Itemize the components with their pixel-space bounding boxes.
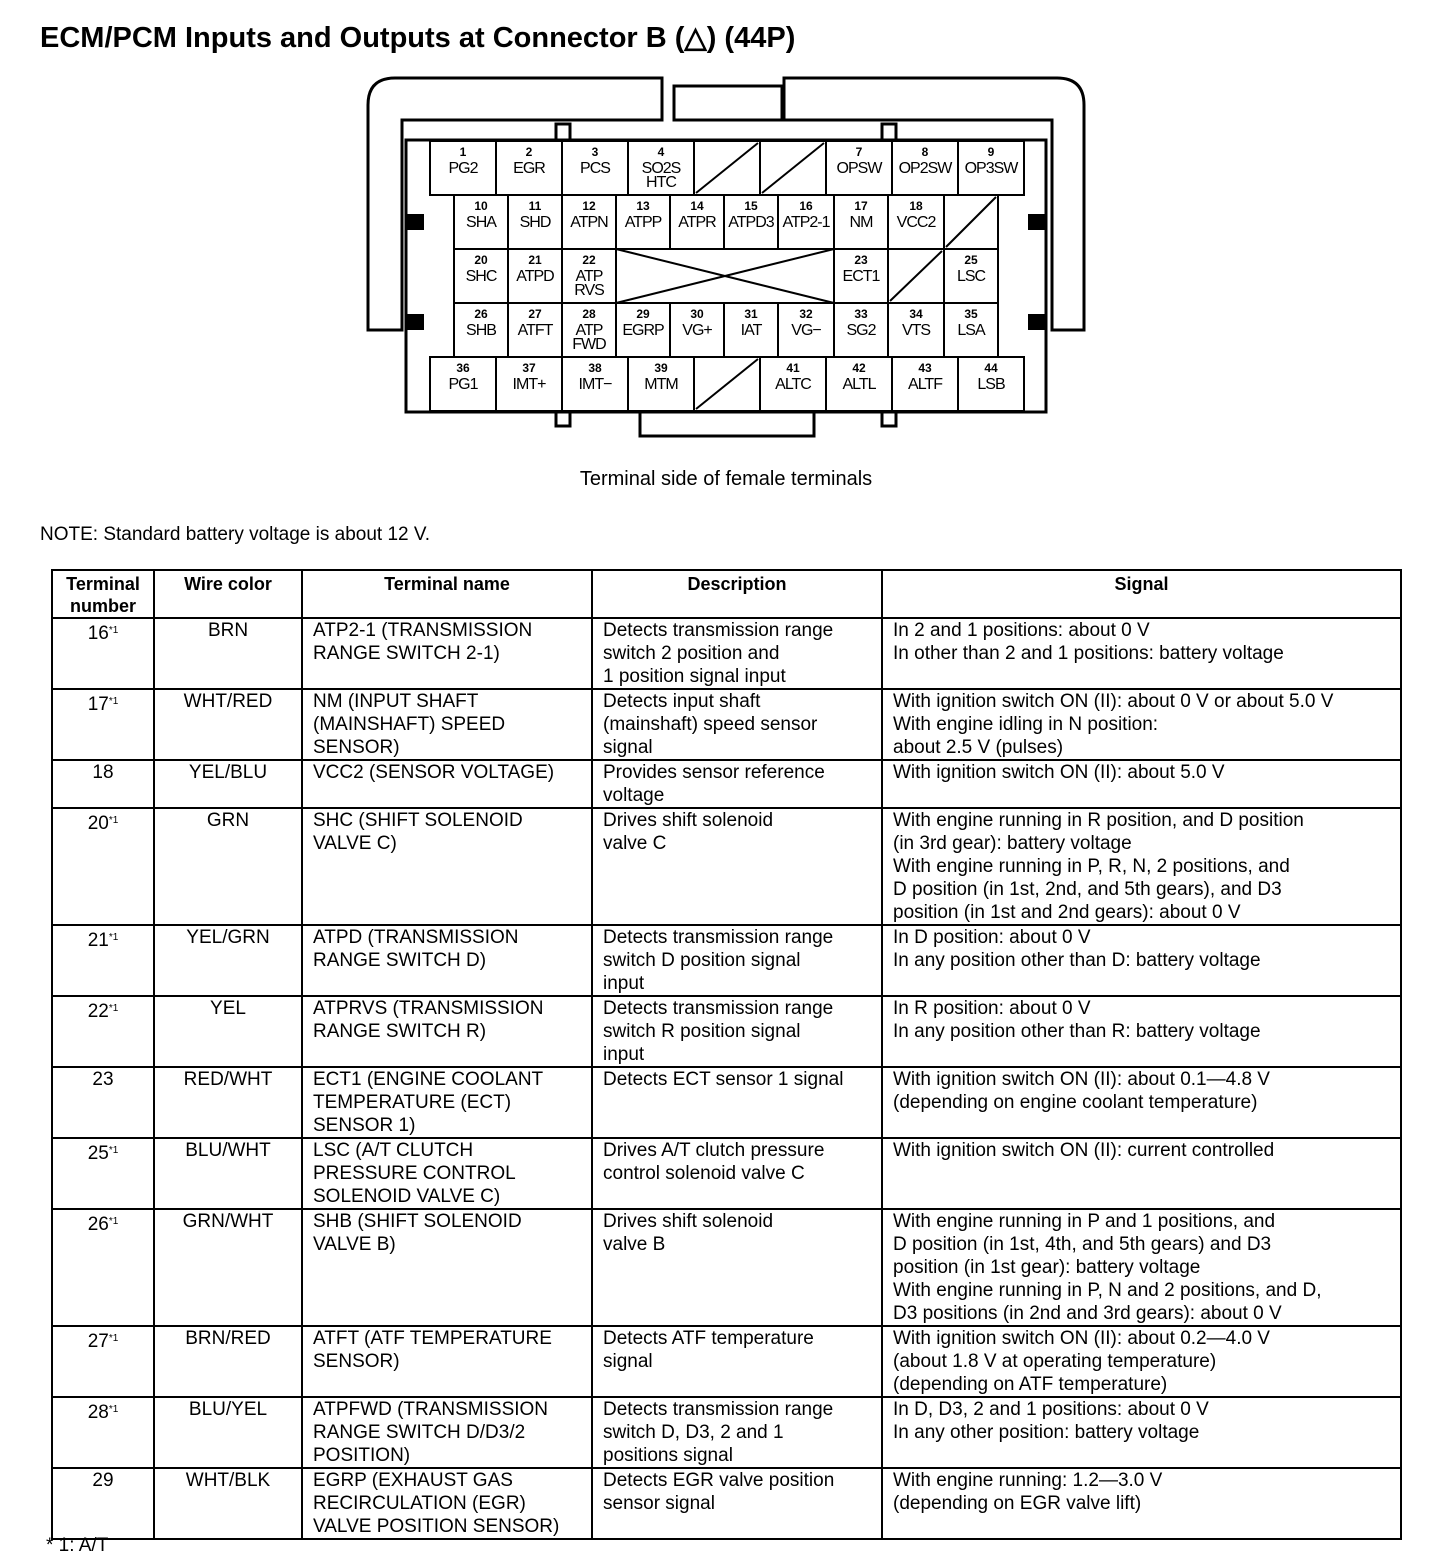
terminal-label-34: VTS [901,322,931,339]
terminal-name-cell: EGRP (EXHAUST GAS RECIRCULATION (EGR) VALVE POSITION SENSOR) [302,1468,592,1539]
terminal-number-28: 28 [582,307,596,321]
description-cell: Detects transmission range switch R position signal input [592,996,882,1067]
description-cell: Detects transmission range switch D, D3, 2 and 1 positions signal [592,1397,882,1468]
signal-cell: In D position: about 0 V In any position other than D: battery voltage [882,925,1401,996]
terminal-label-22: RVS [574,282,604,299]
terminal-label-8: OP2SW [898,160,952,177]
signal-cell: In 2 and 1 positions: about 0 V In other than 2 and 1 positions: battery voltage [882,618,1401,689]
terminal-label-33: SG2 [846,322,876,339]
terminal-number-22: 22 [582,253,596,267]
terminal-number-12: 12 [582,199,596,213]
footnote-mark: *1 [108,932,119,943]
terminal-label-3: PCS [580,160,610,177]
terminal-number-27: 27 [528,307,542,321]
wire-color-cell: WHT/RED [154,689,302,760]
blank-cell-slash [696,359,758,409]
terminal-label-26: SHB [466,322,496,339]
footnote-mark: *1 [108,815,119,826]
terminal-label-7: OPSW [836,160,882,177]
wire-color-cell: GRN [154,808,302,925]
signal-cell: With engine running: 1.2—3.0 V (depending on EGR valve lift) [882,1468,1401,1539]
wire-color-cell: BLU/YEL [154,1397,302,1468]
table-header-row [52,570,1401,618]
blank-cell-slash [890,251,942,301]
terminal-name-cell: ATPRVS (TRANSMISSION RANGE SWITCH R) [302,996,592,1067]
signal-cell: With ignition switch ON (II): current controlled [882,1138,1401,1209]
signal-cell: In R position: about 0 V In any position other than R: battery voltage [882,996,1401,1067]
terminal-label-31: IAT [740,322,762,339]
table-row [52,1067,1401,1138]
description-cell: Detects ATF temperature signal [592,1326,882,1397]
terminal-number-33: 33 [854,307,868,321]
description-cell: Detects EGR valve position sensor signal [592,1468,882,1539]
diagram-caption: Terminal side of female terminals [579,468,873,490]
connector-latches [406,214,1046,330]
terminal-label-10: SHA [466,214,496,231]
terminal-label-4: HTC [646,174,676,191]
wire-color-cell: YEL/BLU [154,760,302,808]
signal-cell: With ignition switch ON (II): about 0.1—4.8 V (depending on engine coolant temperature) [882,1067,1401,1138]
header-wire-color: Wire color [154,570,302,618]
terminal-label-2: EGR [513,160,545,177]
footnote-mark: *1 [108,625,119,636]
terminal-number-cell: 20$^{*1}$ [52,808,154,925]
terminal-name-cell: SHB (SHIFT SOLENOID VALVE B) [302,1209,592,1326]
terminal-number-42: 42 [852,361,866,375]
terminal-label-42: ALTL [842,376,876,393]
io-table [51,569,1402,1540]
description-cell: Drives shift solenoid valve C [592,808,882,925]
terminal-number-32: 32 [799,307,813,321]
description-cell: Drives A/T clutch pressure control solenoid valve C [592,1138,882,1209]
terminal-label-27: ATFT [517,322,553,339]
blank-cell-slash [762,143,824,193]
footnote-mark: *1 [108,696,119,707]
table-row [52,1209,1401,1326]
description-cell: Detects transmission range switch D position signal input [592,925,882,996]
connector-diagram [0,0,1440,450]
terminal-label-20: SHC [465,268,497,285]
note-text: NOTE: Standard battery voltage is about 12 V. [40,524,431,545]
terminal-number-16: 16 [799,199,813,213]
terminal-name-cell: SHC (SHIFT SOLENOID VALVE C) [302,808,592,925]
wire-color-cell: BLU/WHT [154,1138,302,1209]
terminal-number-cell: 16$^{*1}$ [52,618,154,689]
header-terminal-name: Terminal name [302,570,592,618]
blank-cell-slash [696,143,758,193]
terminal-number-37: 37 [522,361,536,375]
terminal-label-22: ATP [575,268,603,285]
terminal-label-18: VCC2 [896,214,936,231]
description-cell: Detects ECT sensor 1 signal [592,1067,882,1138]
terminal-label-9: OP3SW [964,160,1018,177]
terminal-number-cell: 26$^{*1}$ [52,1209,154,1326]
terminal-number-44: 44 [984,361,998,375]
terminal-label-14: ATPR [678,214,716,231]
terminal-label-32: VG− [791,322,821,339]
terminal-name-cell: ECT1 (ENGINE COOLANT TEMPERATURE (ECT) SENSOR 1) [302,1067,592,1138]
terminal-number-20: 20 [474,253,488,267]
terminal-number-cell: 17$^{*1}$ [52,689,154,760]
terminal-label-4: SO2S [641,160,681,177]
terminal-number-cell: 18 [52,760,154,808]
terminal-number-35: 35 [964,307,978,321]
terminal-name-cell: ATPD (TRANSMISSION RANGE SWITCH D) [302,925,592,996]
terminal-number-cell: 25$^{*1}$ [52,1138,154,1209]
terminal-number-13: 13 [636,199,650,213]
signal-cell: With engine running in P and 1 positions, and D position (in 1st, 4th, and 5th gears) and D3 position (in 1st gear): battery voltage With engine running in P, N and 2 positions, and D, D3 positions (in 2nd and 3rd gears): about 0 V [882,1209,1401,1326]
terminal-label-39: MTM [644,376,678,393]
signal-cell: In D, D3, 2 and 1 positions: about 0 V In any other position: battery voltage [882,1397,1401,1468]
footnote-mark: *1 [108,1404,119,1415]
terminal-number-2: 2 [525,145,533,159]
blank-cell-slash [946,197,996,247]
description-cell: Detects transmission range switch 2 position and 1 position signal input [592,618,882,689]
terminal-number-18: 18 [909,199,923,213]
terminal-number-31: 31 [744,307,758,321]
wire-color-cell: RED/WHT [154,1067,302,1138]
terminal-label-16: ATP2-1 [782,214,830,231]
terminal-label-28: FWD [572,336,606,353]
terminal-number-10: 10 [474,199,488,213]
terminal-name-cell: NM (INPUT SHAFT (MAINSHAFT) SPEED SENSOR) [302,689,592,760]
terminal-number-38: 38 [588,361,602,375]
terminal-number-15: 15 [744,199,758,213]
terminal-label-43: ALTF [908,376,942,393]
terminal-number-34: 34 [909,307,923,321]
signal-cell: With ignition switch ON (II): about 0 V or about 5.0 V With engine idling in N position: about 2.5 V (pulses) [882,689,1401,760]
terminal-number-9: 9 [987,145,995,159]
terminal-number-cell: 21$^{*1}$ [52,925,154,996]
footnote-mark: *1 [108,1333,119,1344]
description-cell: Detects input shaft (mainshaft) speed sensor signal [592,689,882,760]
header-signal: Signal [882,570,1401,618]
terminal-label-28: ATP [575,322,603,339]
terminal-number-30: 30 [690,307,704,321]
signal-cell: With ignition switch ON (II): about 5.0 V [882,760,1401,808]
terminal-name-cell: ATPFWD (TRANSMISSION RANGE SWITCH D/D3/2 POSITION) [302,1397,592,1468]
header-description: Description [592,570,882,618]
table-row [52,1138,1401,1209]
table-row [52,689,1401,760]
terminal-name-cell: ATFT (ATF TEMPERATURE SENSOR) [302,1326,592,1397]
terminal-number-cell: 23 [52,1067,154,1138]
terminal-label-38: IMT− [578,376,612,393]
terminal-number-41: 41 [786,361,800,375]
terminal-label-21: ATPD [516,268,554,285]
terminal-number-29: 29 [636,307,650,321]
wire-color-cell: YEL [154,996,302,1067]
terminal-number-cell: 28$^{*1}$ [52,1397,154,1468]
wire-color-cell: WHT/BLK [154,1468,302,1539]
page-title: ECM/PCM Inputs and Outputs at Connector B (△) (44P) [40,22,796,54]
wire-color-cell: YEL/GRN [154,925,302,996]
terminal-label-29: EGRP [622,322,664,339]
terminal-label-17: NM [849,214,873,231]
footnote-mark: *1 [108,1145,119,1156]
table-row [52,618,1401,689]
footnote: * 1: A/T [46,1535,109,1556]
terminal-name-cell: VCC2 (SENSOR VOLTAGE) [302,760,592,808]
signal-cell: With ignition switch ON (II): about 0.2—4.0 V (about 1.8 V at operating temperature) (depending on ATF temperature) [882,1326,1401,1397]
terminal-number-7: 7 [855,145,863,159]
terminal-number-cell: 29 [52,1468,154,1539]
terminal-number-cell: 27$^{*1}$ [52,1326,154,1397]
terminal-label-36: PG1 [448,376,478,393]
wire-color-cell: GRN/WHT [154,1209,302,1326]
terminal-number-36: 36 [456,361,470,375]
terminal-number-39: 39 [654,361,668,375]
table-row [52,1468,1401,1539]
terminal-number-25: 25 [964,253,978,267]
terminal-number-14: 14 [690,199,704,213]
terminal-label-1: PG2 [448,160,478,177]
terminal-number-26: 26 [474,307,488,321]
terminal-name-cell: LSC (A/T CLUTCH PRESSURE CONTROL SOLENOID VALVE C) [302,1138,592,1209]
terminal-label-11: SHD [519,214,551,231]
terminal-number-4: 4 [657,145,665,159]
terminal-label-44: LSB [977,376,1005,393]
wire-color-cell: BRN [154,618,302,689]
table-row [52,808,1401,925]
terminal-number-3: 3 [591,145,599,159]
table-row [52,1397,1401,1468]
footnote-mark: *1 [108,1003,119,1014]
terminal-label-37: IMT+ [512,376,546,393]
terminal-label-13: ATPP [624,214,662,231]
terminal-number-21: 21 [528,253,542,267]
terminal-label-23: ECT1 [842,268,880,285]
description-cell: Drives shift solenoid valve B [592,1209,882,1326]
description-cell: Provides sensor reference voltage [592,760,882,808]
terminal-number-23: 23 [854,253,868,267]
table-row [52,996,1401,1067]
terminal-label-25: LSC [956,268,986,285]
header-terminal-number: Terminal number [52,570,154,618]
wire-color-cell: BRN/RED [154,1326,302,1397]
table-row [52,1326,1401,1397]
footnote-mark: *1 [108,1216,119,1227]
terminal-number-cell: 22$^{*1}$ [52,996,154,1067]
terminal-number-43: 43 [918,361,932,375]
terminal-label-12: ATPN [570,214,608,231]
table-row [52,760,1401,808]
terminal-number-8: 8 [921,145,929,159]
terminal-label-41: ALTC [775,376,811,393]
table-row [52,925,1401,996]
terminal-number-1: 1 [459,145,467,159]
terminal-label-35: LSA [957,322,985,339]
terminal-label-30: VG+ [682,322,712,339]
signal-cell: With engine running in R position, and D position (in 3rd gear): battery voltage With engine running in P, R, N, 2 positions, and D position (in 1st, 2nd, and 5th gears), and D3 position (in 1st and 2nd gears): about 0 V [882,808,1401,925]
terminal-number-17: 17 [854,199,868,213]
terminal-label-15: ATPD3 [728,214,774,231]
terminal-name-cell: ATP2-1 (TRANSMISSION RANGE SWITCH 2-1) [302,618,592,689]
terminal-number-11: 11 [528,199,542,213]
